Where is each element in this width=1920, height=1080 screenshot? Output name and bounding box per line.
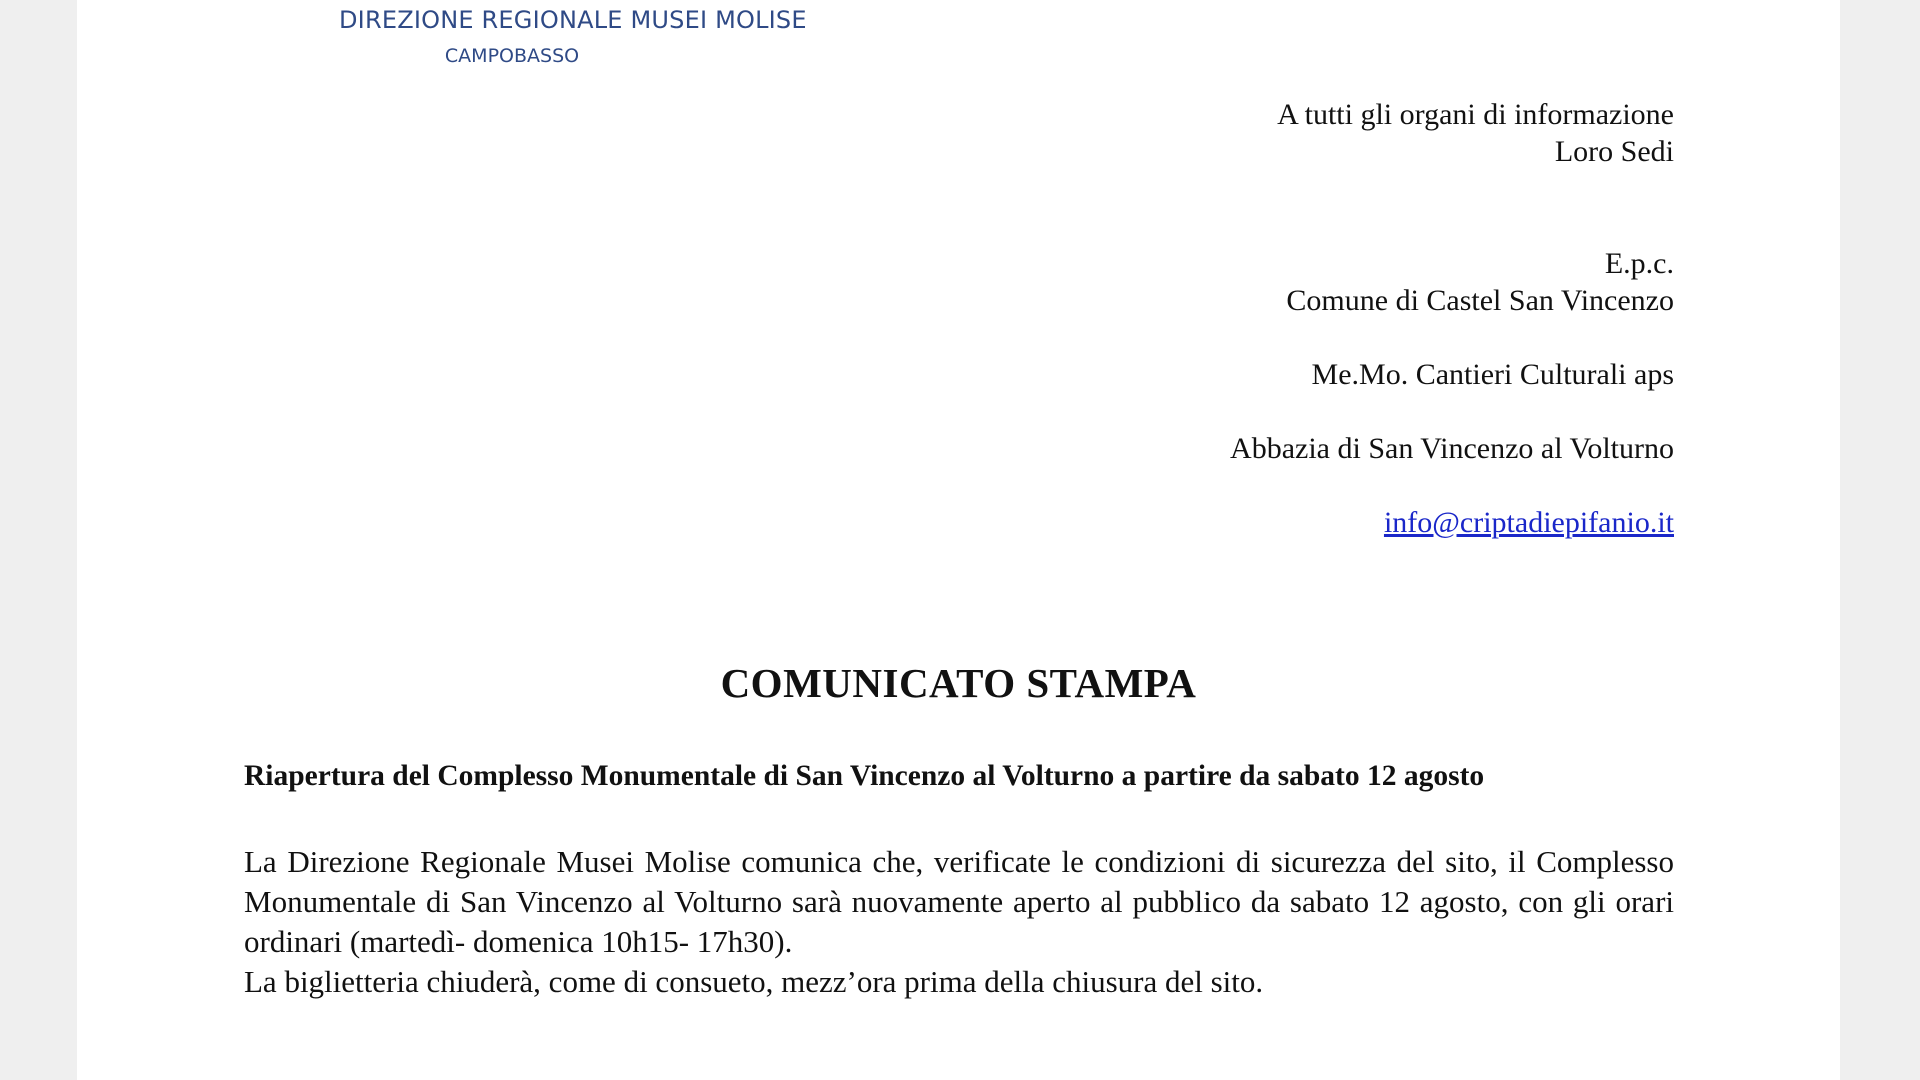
document-subtitle: Riapertura del Complesso Monumentale di San Vincenzo al Volturno a partire da sabato 12 agosto (244, 760, 1485, 792)
recipient-line-2: Loro Sedi (1554, 135, 1674, 168)
document-page (77, 0, 1840, 1080)
recipient-comune: Comune di Castel San Vincenzo (1286, 284, 1674, 317)
document-title: COMUNICATO STAMPA (720, 660, 1197, 706)
recipients-block (1230, 96, 1674, 541)
letterhead (339, 6, 807, 68)
recipient-memo: Me.Mo. Cantieri Culturali aps (1311, 358, 1674, 391)
recipient-line-1: A tutti gli organi di informazione (1277, 98, 1674, 131)
body-paragraph-1: La Direzione Regionale Musei Molise comunica che, verificate le condizioni di sicurezza del sito, il Complesso Monumentale di San Vincenzo al Volturno sarà nuovamente aperto al pubblico da sabato 12 agosto, con gli orari ordinari (martedì- domenica 10h15- 17h30). (244, 844, 1674, 959)
body-paragraph-2: La biglietteria chiuderà, come di consueto, mezz’ora prima della chiusura del sito. (244, 964, 1264, 999)
epc-label: E.p.c. (1604, 247, 1674, 280)
email-link[interactable]: info@criptadiepifanio.it (1383, 506, 1674, 539)
organization-city: CAMPOBASSO (444, 45, 580, 67)
document-body (244, 842, 1674, 1002)
recipient-abbazia: Abbazia di San Vincenzo al Volturno (1230, 432, 1674, 465)
organization-name: DIREZIONE REGIONALE MUSEI MOLISE (339, 6, 807, 34)
